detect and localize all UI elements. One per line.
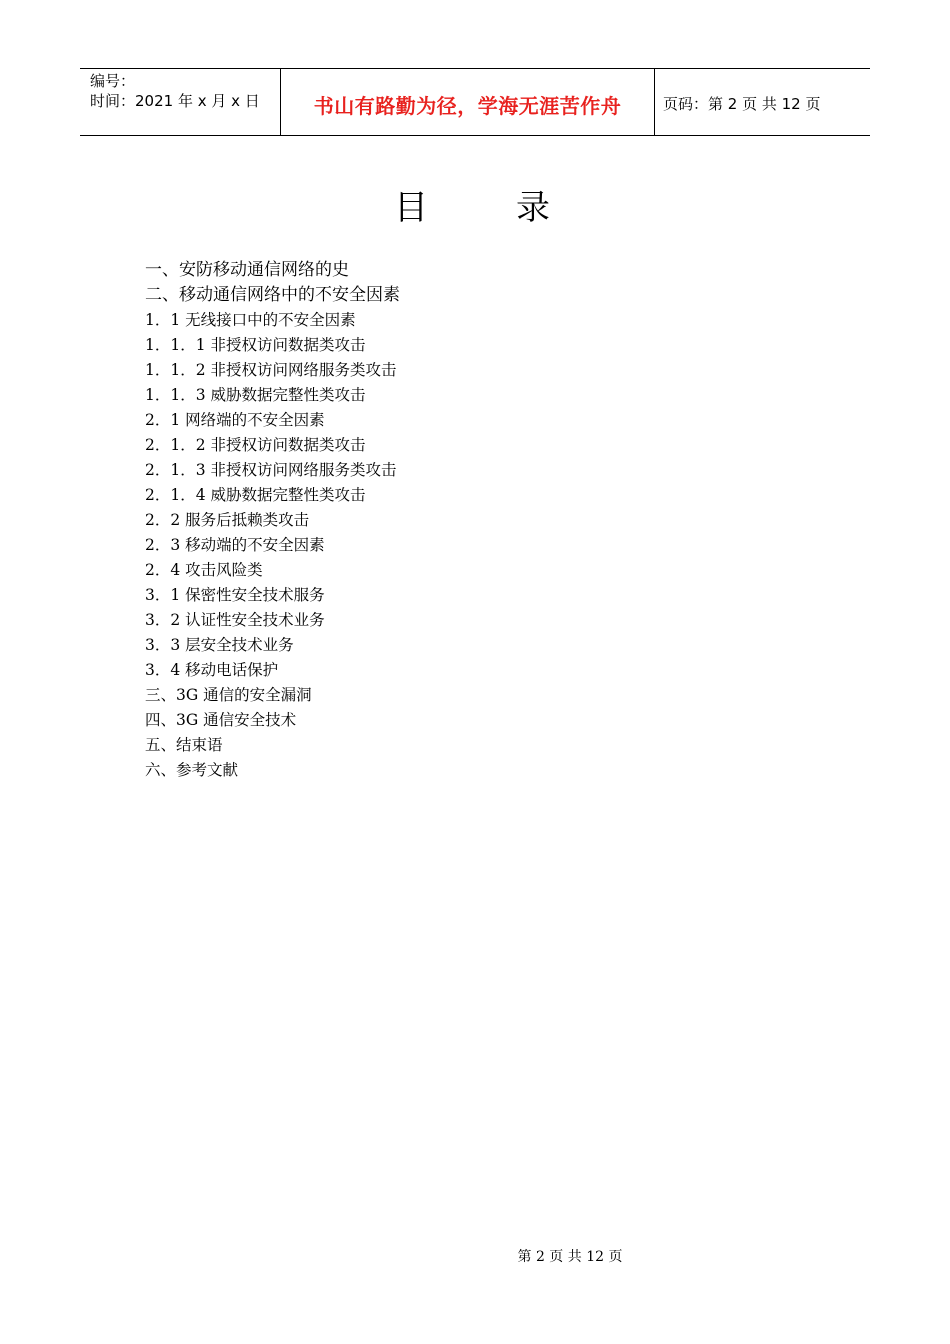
- document-date: 时间：2021 年 x 月 x 日: [90, 92, 260, 110]
- toc-entry[interactable]: 2．2 服务后抵赖类攻击: [145, 511, 310, 529]
- header-motto-cell: [281, 69, 655, 135]
- toc-entry[interactable]: 2．1 网络端的不安全因素: [145, 411, 325, 429]
- page-title: 目录: [394, 188, 638, 228]
- toc-entry[interactable]: 2．1．3 非授权访问网络服务类攻击: [145, 461, 397, 479]
- toc-entry[interactable]: 2．1．4 威胁数据完整性类攻击: [145, 486, 366, 504]
- toc-entry[interactable]: 六、参考文献: [145, 761, 239, 779]
- toc-entry[interactable]: 1．1 无线接口中的不安全因素: [145, 311, 356, 329]
- toc-entry[interactable]: 3．2 认证性安全技术业务: [145, 611, 325, 629]
- page-header: [80, 68, 870, 136]
- toc-entry[interactable]: 四、3G 通信安全技术: [145, 711, 297, 729]
- toc-entry[interactable]: 3．4 移动电话保护: [145, 661, 279, 679]
- page-footer: 第 2 页 共 12 页: [517, 1249, 623, 1265]
- toc-entry[interactable]: 1．1．1 非授权访问数据类攻击: [145, 336, 366, 354]
- toc-entry[interactable]: 3．1 保密性安全技术服务: [145, 586, 325, 604]
- header-page-info: 页码：第 2 页 共 12 页: [663, 94, 821, 113]
- toc-entry[interactable]: 五、结束语: [145, 736, 223, 754]
- toc-entry[interactable]: 二、移动通信网络中的不安全因素: [145, 285, 400, 305]
- toc-entry[interactable]: 一、安防移动通信网络的史: [145, 260, 349, 280]
- toc-entry[interactable]: 3．3 层安全技术业务: [145, 636, 294, 654]
- toc-entry[interactable]: 2．3 移动端的不安全因素: [145, 536, 325, 554]
- header-meta: [80, 69, 281, 135]
- document-number-label: 编号：: [90, 72, 136, 90]
- toc-entry[interactable]: 1．1．3 威胁数据完整性类攻击: [145, 386, 366, 404]
- table-of-contents: [145, 258, 400, 783]
- toc-entry[interactable]: 三、3G 通信的安全漏洞: [145, 686, 312, 704]
- toc-entry[interactable]: 2．4 攻击风险类: [145, 561, 263, 579]
- toc-entry[interactable]: 1．1．2 非授权访问网络服务类攻击: [145, 361, 397, 379]
- header-motto: 书山有路勤为径，学海无涯苦作舟: [313, 93, 622, 118]
- toc-entry[interactable]: 2．1．2 非授权访问数据类攻击: [145, 436, 366, 454]
